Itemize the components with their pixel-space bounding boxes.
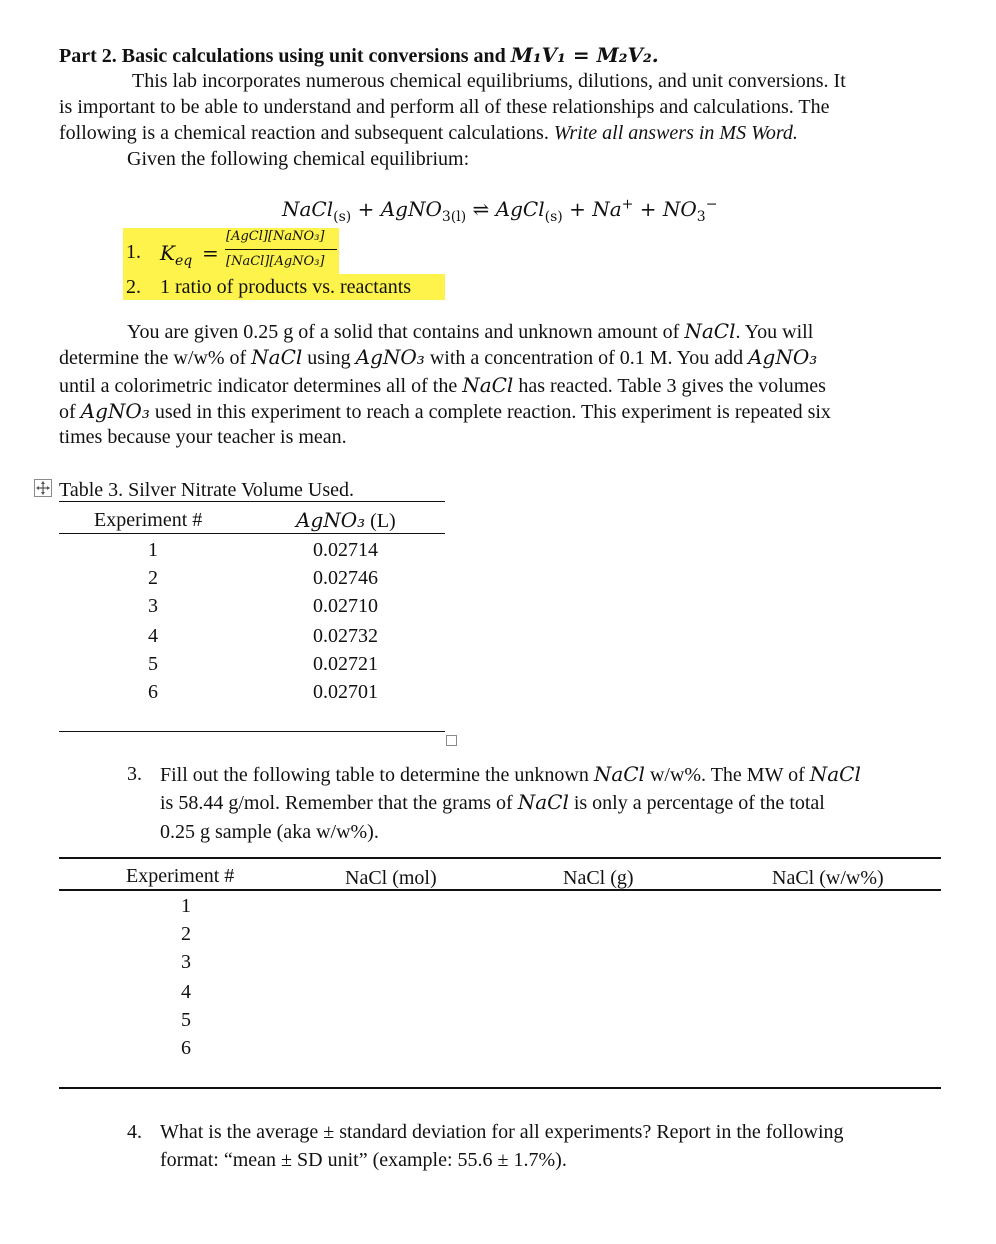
q3-text: is 58.44 g/mol. Remember that the grams of — [160, 792, 513, 814]
keq-numerator: [AgCl][NaNO₃] — [226, 229, 325, 244]
problem-text: using — [307, 347, 351, 369]
table4-header-grams: NaCl (g) — [563, 867, 634, 889]
table3-bottom-rule — [59, 731, 445, 732]
table3-exp: 4 — [148, 625, 158, 647]
problem-line-4 — [59, 398, 831, 425]
agno3-symbol: AgNO₃ — [355, 345, 425, 369]
keq-denominator: [NaCl][AgNO₃] — [226, 254, 325, 269]
q3-line-1 — [160, 761, 861, 788]
table3-vol: 0.02710 — [313, 595, 378, 617]
q4-line-2: format: “mean ± SD unit” (example: 55.6 ± 1.7%). — [160, 1149, 567, 1171]
keq-subscript: eq — [174, 253, 193, 269]
table3-exp: 1 — [148, 539, 158, 561]
q3-line-3: 0.25 g sample (aka w/w%). — [160, 821, 379, 843]
problem-text: . You will — [735, 321, 814, 343]
agno3-symbol: AgNO₃ — [80, 399, 150, 423]
table3-header-experiment: Experiment # — [94, 509, 203, 531]
table4-row: 1 — [181, 895, 191, 917]
problem-line-2 — [59, 344, 817, 371]
intro-line-1: This lab incorporates numerous chemical equilibriums, dilutions, and unit conversions. It — [132, 70, 846, 92]
answer-1-number: 1. — [126, 241, 141, 263]
part-heading-text: Part 2. Basic calculations using unit conversions and — [59, 45, 506, 67]
q3-text: Fill out the following table to determine the unknown — [160, 764, 589, 786]
keq-equals: = — [202, 241, 219, 265]
table3-vol: 0.02714 — [313, 539, 378, 561]
table3-caption: Table 3. Silver Nitrate Volume Used. — [59, 479, 355, 501]
table3-header-volume — [296, 507, 396, 534]
q4-number: 4. — [127, 1121, 142, 1143]
table3-vol: 0.02746 — [313, 567, 378, 589]
intro-instruction: Write all answers in MS Word. — [553, 122, 798, 144]
table4-bottom-rule — [59, 1087, 941, 1089]
problem-text: until a colorimetric indicator determines all of the — [59, 375, 458, 397]
problem-line-1 — [127, 318, 813, 345]
table4-header-ww: NaCl (w/w%) — [772, 867, 884, 889]
nacl-symbol: NaCl — [684, 319, 736, 343]
problem-text: with a concentration of 0.1 M. You add — [429, 347, 744, 369]
table3-vol: 0.02721 — [313, 653, 378, 675]
problem-text: used in this experiment to reach a complete reaction. This experiment is repeated six — [154, 401, 831, 423]
table3-header-rule — [59, 533, 445, 534]
resize-handle-icon[interactable] — [446, 733, 457, 744]
table3-exp: 6 — [148, 681, 158, 703]
nacl-symbol: NaCl — [517, 790, 569, 814]
table3-exp: 2 — [148, 567, 158, 589]
table4-top-rule — [59, 857, 941, 859]
nacl-symbol: NaCl — [809, 762, 861, 786]
answer-2-number: 2. — [126, 276, 141, 298]
problem-text: of — [59, 401, 76, 423]
table4-row: 5 — [181, 1009, 191, 1031]
table4-header-experiment: Experiment # — [126, 865, 235, 887]
intro-line-3-text: following is a chemical reaction and subsequent calculations. — [59, 122, 549, 144]
table4-row: 2 — [181, 923, 191, 945]
volume-unit: (L) — [370, 510, 396, 532]
keq-fraction-bar — [225, 249, 337, 250]
table3-exp: 5 — [148, 653, 158, 675]
q4-line-1: What is the average ± standard deviation for all experiments? Report in the following — [160, 1121, 844, 1143]
part-heading — [59, 42, 659, 69]
part-heading-equation: M₁V₁ = M₂V₂. — [510, 43, 659, 67]
problem-text: You are given 0.25 g of a solid that contains and unknown amount of — [127, 321, 680, 343]
q3-text: is only a percentage of the total — [573, 792, 825, 814]
agno3-symbol: AgNO₃ — [296, 508, 366, 532]
problem-text: has reacted. Table 3 gives the volumes — [518, 375, 826, 397]
table3-vol: 0.02701 — [313, 681, 378, 703]
nacl-symbol: NaCl — [462, 373, 514, 397]
move-handle-icon[interactable] — [34, 479, 52, 497]
table3-top-rule — [59, 501, 445, 502]
table4-header-rule — [59, 889, 941, 891]
problem-line-5: times because your teacher is mean. — [59, 426, 347, 448]
q3-line-2 — [160, 789, 825, 816]
table4-header-mol: NaCl (mol) — [345, 867, 437, 889]
agno3-symbol: AgNO₃ — [748, 345, 818, 369]
intro-line-3 — [59, 120, 798, 146]
q3-text: w/w%. The MW of — [649, 764, 805, 786]
table3-vol: 0.02732 — [313, 625, 378, 647]
nacl-symbol: NaCl — [251, 345, 303, 369]
q3-number: 3. — [127, 763, 142, 785]
keq-symbol — [160, 240, 193, 269]
answer-2-text: 1 ratio of products vs. reactants — [160, 276, 412, 298]
problem-text: determine the w/w% of — [59, 347, 247, 369]
table4-row: 3 — [181, 951, 191, 973]
table4-row: 6 — [181, 1037, 191, 1059]
nacl-symbol: NaCl — [593, 762, 645, 786]
table4-row: 4 — [181, 981, 191, 1003]
reaction-equation: NaCl$_{(s)}$ + AgNO$_{3(l)}$ ⇌ AgCl$_{(s)}$ + $Na^+ + NO_3^-$ — [282, 196, 718, 225]
given-text: Given the following chemical equilibrium: — [127, 148, 470, 170]
problem-line-3 — [59, 372, 826, 399]
intro-line-2: is important to be able to understand and perform all of these relationships and calculations. The — [59, 96, 830, 118]
table3-exp: 3 — [148, 595, 158, 617]
keq-label: K — [160, 241, 175, 265]
